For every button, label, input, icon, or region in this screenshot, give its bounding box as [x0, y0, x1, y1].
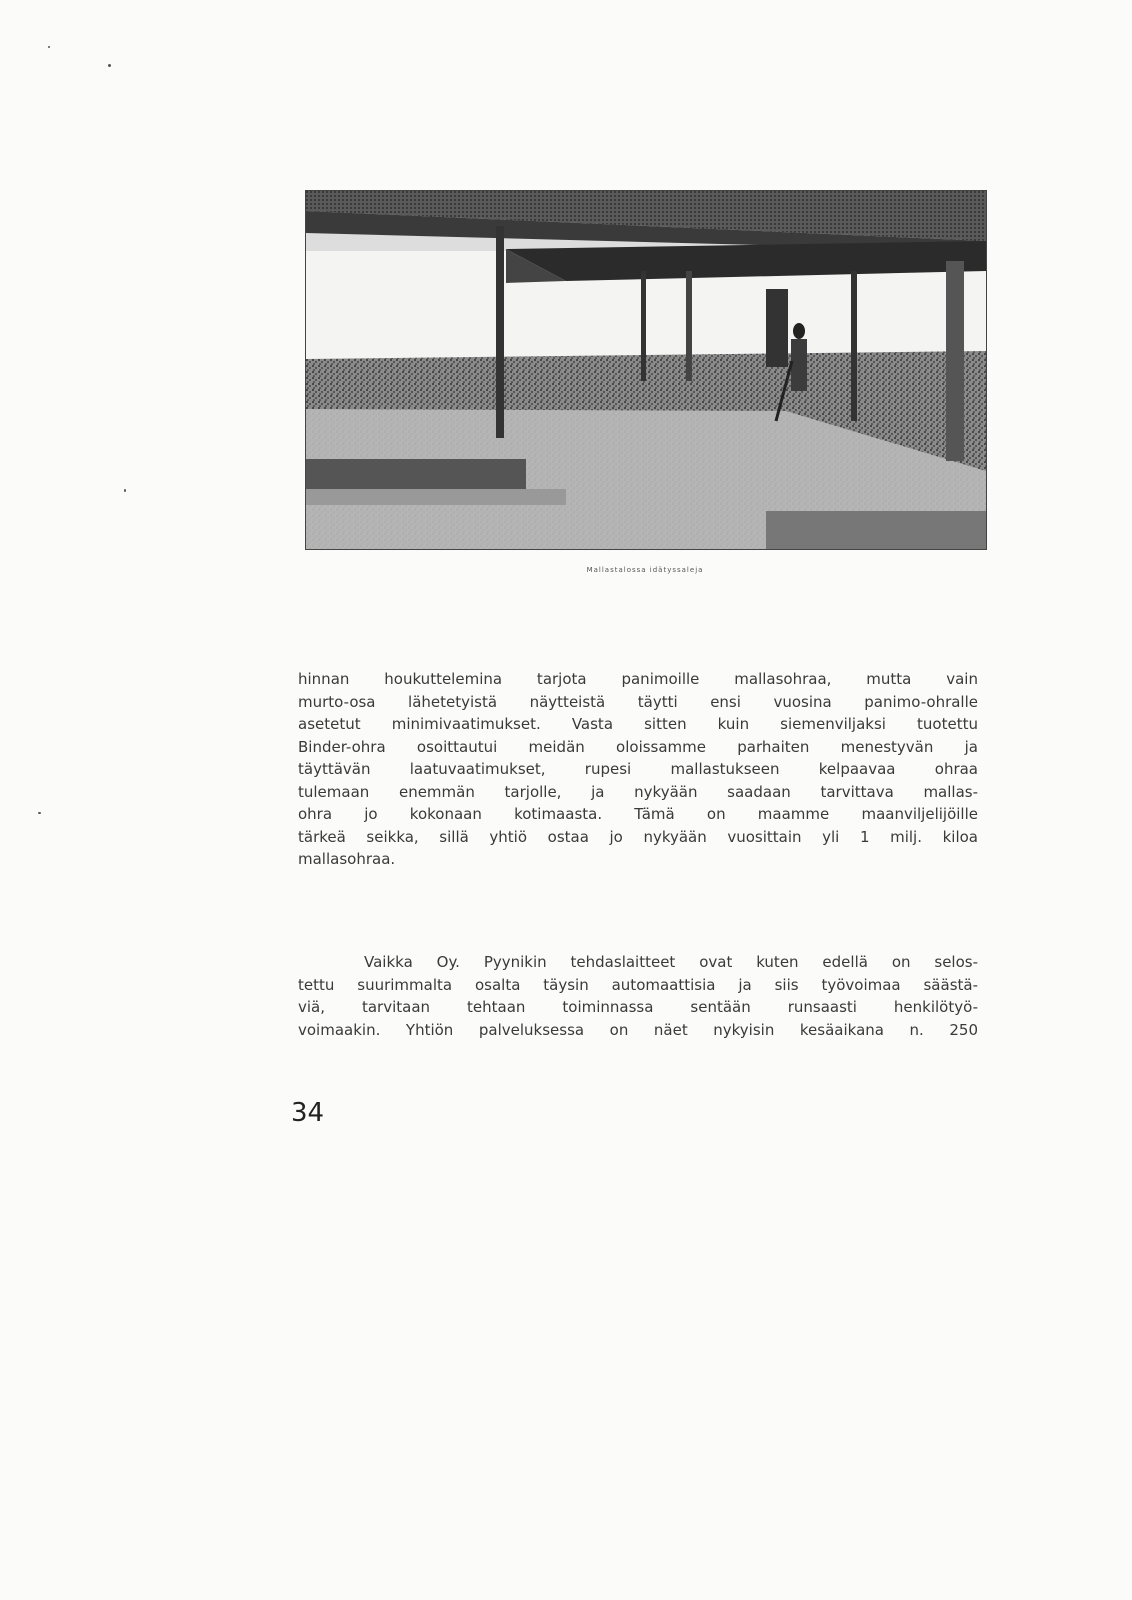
scan-speck: [108, 64, 111, 67]
text-line: Vaikka Oy. Pyynikin tehdaslaitteet ovat kuten edellä on selos-: [364, 953, 978, 971]
text-line: tettu suurimmalta osalta täysin automaattisia ja siis työvoimaa säästä-: [298, 975, 978, 994]
text-line: ohra jo kokonaan kotimaasta. Tämä on maamme maanviljelijöille: [298, 805, 978, 823]
scan-speck: [124, 489, 126, 492]
text-line: asetetut minimivaatimukset. Vasta sitten kuin siemenviljaksi tuotettu: [298, 715, 978, 733]
page-number: 34: [291, 1098, 325, 1128]
text-line: viä, tarvitaan tehtaan toiminnassa sentään runsaasti henkilötyö-: [298, 998, 978, 1016]
malting-hall-photo: [305, 190, 987, 550]
scan-speck: [38, 812, 41, 814]
text-line: täyttävän laatuvaatimukset, rupesi mallastukseen kelpaavaa ohraa: [298, 760, 978, 778]
text-line: hinnan houkuttelemina tarjota panimoille mallasohraa, mutta vain: [298, 670, 978, 688]
text-line: murto-osa lähetetyistä näytteistä täytti ensi vuosina panimo-ohralle: [298, 692, 978, 711]
text-line: mallasohraa.: [298, 850, 396, 868]
paragraph-2: [298, 951, 978, 1041]
figure-caption: Mallastalossa idätyssaleja: [586, 566, 704, 574]
text-line: voimaakin. Yhtiön palveluksessa on näet nykyisin kesäaikana n. 250: [298, 1020, 978, 1039]
paragraph-1: [298, 668, 978, 871]
text-line: tärkeä seikka, sillä yhtiö ostaa jo nykyään vuosittain yli 1 milj. kiloa: [298, 827, 978, 846]
text-line: Binder-ohra osoittautui meidän oloissamme parhaiten menestyvän ja: [298, 737, 978, 756]
text-line: tulemaan enemmän tarjolle, ja nykyään saadaan tarvittava mallas-: [298, 782, 978, 801]
scan-speck: [48, 46, 50, 48]
